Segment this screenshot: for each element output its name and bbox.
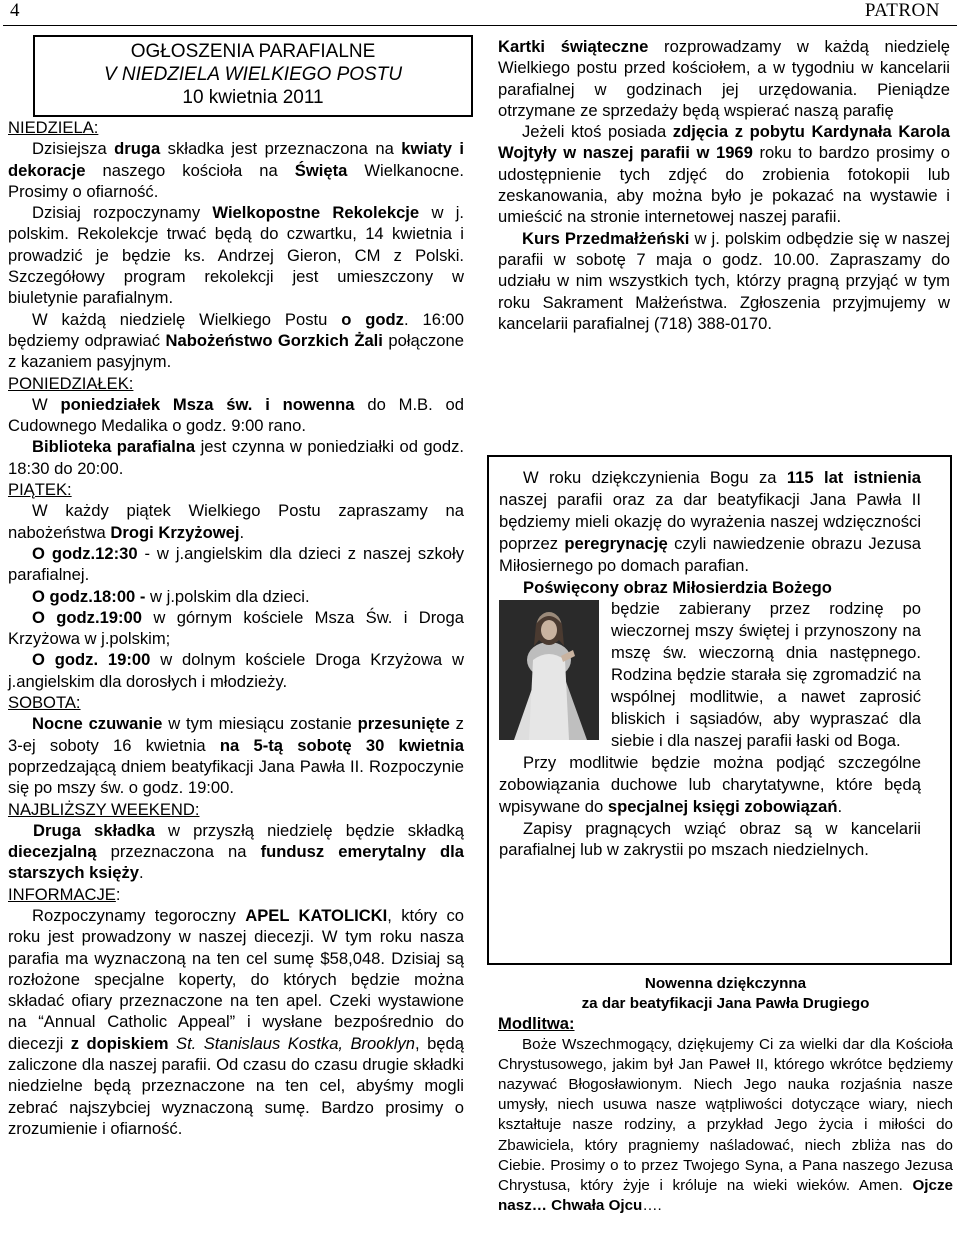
para-godz-1900-dolny: O godz. 19:00 w dolnym kościele Droga Krzyżowa w j.angielskim dla dorosłych i młodzieży.: [8, 650, 464, 691]
para-zapisy: Zapisy pragnących wziąć obraz są w kancelarii parafialnej lub w zakrystii po mszach niedzielnych.: [499, 818, 921, 860]
peregrynacja-text: [499, 467, 921, 861]
novena-prayer: Boże Wszechmogący, dziękujemy Ci za wielki dar dla Kościoła Chrystusowego, jakim był Jan Paweł II, którego wkrótce będziemy nazywać Błogosławionym. Niech Jego nauka rozjaśnia nasze umysły, niech usuwa nasze wątpliwości dotyczące wiary, niech kształtuje nasze rodziny, a przykład Jego życia i miłości do Zbawiciela, który pragniemy naśladować, niech zbliża nas do Ciebie. Prosimy o to przez Twojego Syna, a Pana naszego Jezusa Chrystusa, który żyje i króluje na wieki wieków. Amen. Ojcze nasz… Chwała Ojcu….: [498, 1035, 953, 1215]
title-box: [33, 35, 473, 117]
section-niedziela: NIEDZIELA:: [8, 118, 99, 137]
para-godz-1800: O godz.18:00 - w j.polskim dla dzieci.: [32, 586, 310, 606]
para-zdjecia-wojtyly: Jeżeli ktoś posiada zdjęcia z pobytu Kardynała Karola Wojtyły w naszej parafii w 1969 roku to bardzo prosimy o udostępnienie tych zdjęć do zrobienia fotokopii lub zeskanowania, aby można było je pokazać na wystawie i umieścić na stronie internetowej naszej parafii.: [498, 122, 950, 227]
section-poniedzialek: PONIEDZIAŁEK:: [8, 373, 134, 393]
section-piatek: PIĄTEK:: [8, 480, 72, 500]
para-druga-skladka-weekend: Druga składka w przyszłą niedzielę będzie składką diecezjalną przeznaczona na fundusz emerytalny dla starszych księży.: [8, 820, 464, 883]
para-peregrynacja: W roku dziękczynienia Bogu za 115 lat istnienia naszej parafii oraz za dar beatyfikacji Jana Pawła II będziemy mieli okazję do wyrażenia naszej wdzięczności poprzez peregrynację czyli nawiedzenie obrazu Jezusa Miłosiernego po domach parafian.: [499, 468, 921, 575]
para-apel-katolicki: Rozpoczynamy tegoroczny APEL KATOLICKI, który co roku jest prowadzony w naszej diecezji. W tym roku nasza parafia ma wyznaczoną na ten cel sumę $58,048. Dzisiaj są rozłożone specjalne koperty, do których będzie można składać ofiary przeznaczone na ten apel. Czeki wystawione na “Annual Catholic Appeal” i wysłane bezpośrednio do diecezji z dopiskiem St. Stanislaus Kostka, Brooklyn, będą zaliczone dla naszej parafii. Od czasu do czasu drugie składki niedzielne będą przeznaczone na ten cel, abyśmy mogli zebrać najszybciej wyznaczoną sumę. Bardzo prosimy o zrozumienie i ofiarność.: [8, 905, 464, 1138]
para-zobowiazania: Przy modlitwie będzie można podjąć szczególne zobowiązania duchowe lub charytatywne, które będą wpisywane do specjalnej księgi zobowiązań.: [499, 752, 921, 816]
para-kartki-swiateczne: Kartki świąteczne rozprowadzamy w każdą niedzielę Wielkiego postu przed kościołem, a w tygodniu w kancelarii parafialnej w godzinach jej urzędowania. Pieniądze otrzymane ze sprzedaży będą wspierać naszą parafię: [498, 37, 951, 120]
para-druga-skladka: Dzisiejsza druga składka jest przeznaczona na kwiaty i dekoracje naszego kościoła na Święta Wielkanocne. Prosimy o ofiarność.: [8, 139, 464, 201]
divine-mercy-image: [499, 600, 599, 740]
novena-title-2: za dar beatyfikacji Jana Pawła Drugiego: [581, 995, 870, 1013]
title-line-1: OGŁOSZENIA PARAFIALNE: [130, 41, 376, 62]
para-nocne-czuwanie: Nocne czuwanie w tym miesiącu zostanie przesunięte z 3-ej soboty 16 kwietnia na 5-tą sobotę 30 kwietnia poprzedzającą dniem beatyfikacji Jana Pawła II. Rozpoczynie się po mszy św. o godz. 19:00.: [8, 714, 464, 798]
para-obraz-cont: będzie zabierany przez rodzinę po wieczornej mszy świętej i przynoszony na mszę św. wieczorną dnia następnego. Rodzina będzie starała się zgromadzić na wspólnej modlitwie, a nawet zaprosić bliskich i sąsiadów, aby wypraszać dla siebie i dla naszej parafii łaski od Boga.: [611, 599, 921, 750]
section-weekend: NAJBLIŻSZY WEEKEND:: [8, 799, 200, 819]
section-sobota: SOBOTA:: [8, 693, 81, 713]
para-droga-krzyzowa: W każdy piątek Wielkiego Postu zapraszamy na nabożeństwa Drogi Krzyżowej.: [8, 501, 464, 542]
para-poniedzialek-msza: W poniedziałek Msza św. i nowenna do M.B. od Cudownego Medalika o godz. 9:00 rano.: [8, 394, 465, 436]
para-gorzkie-zale: W każdą niedzielę Wielkiego Postu o godz. 16:00 będziemy odprawiać Nabożeństwo Gorzkich Żali połączone z kazaniem pasyjnym.: [8, 309, 465, 372]
modlitwa-heading: Modlitwa:: [498, 1014, 575, 1034]
section-informacje: INFORMACJE:: [8, 884, 121, 904]
title-line-3: 10 kwietnia 2011: [182, 87, 324, 108]
para-rekolekcje: Dzisiaj rozpoczynamy Wielkopostne Rekolekcje w j. polskim. Rekolekcje trwać będą do czwartku, 14 kwietnia i prowadzić je będzie ks. Andrzej Gieron, CM z Polski. Szczegółowy program rekolekcji jest umieszczony w biuletynie parafialnym.: [8, 203, 465, 308]
para-obraz: Poświęcony obraz Miłosierdzia Bożego: [523, 577, 832, 597]
novena-section: [498, 974, 953, 1216]
left-column: [8, 35, 464, 1139]
page-number: 4: [10, 0, 20, 21]
para-kurs-przedmalzenski: Kurs Przedmałżeński w j. polskim odbędzie się w naszej parafii w sobotę 7 maja o godz. 10.00. Zapraszamy do udziału w nim wszystkich tych, którzy pragną przyjąć w tym roku Sakrament Małżeństwa. Zgłoszenia przyjmujemy w kancelarii parafialnej (718) 388-0170.: [498, 228, 950, 333]
right-column: [498, 36, 950, 334]
novena-title-1: Nowenna dziękczynna: [644, 975, 807, 992]
header-rule: [3, 25, 957, 26]
para-godz-1230: O godz.12:30 - w j.angielskim dla dzieci z naszej szkoły parafialnej.: [8, 543, 464, 585]
peregrynacja-box: [487, 455, 952, 965]
para-biblioteka: Biblioteka parafialna jest czynna w poniedziałki od godz. 18:30 do 20:00.: [8, 437, 464, 478]
publication-name: PATRON: [864, 0, 940, 21]
title-line-2: V NIEDZIELA WIELKIEGO POSTU: [103, 64, 403, 85]
para-godz-1900-gorny: O godz.19:00 w górnym kościele Msza Św. i Droga Krzyżowa w j.polskim;: [8, 607, 464, 649]
